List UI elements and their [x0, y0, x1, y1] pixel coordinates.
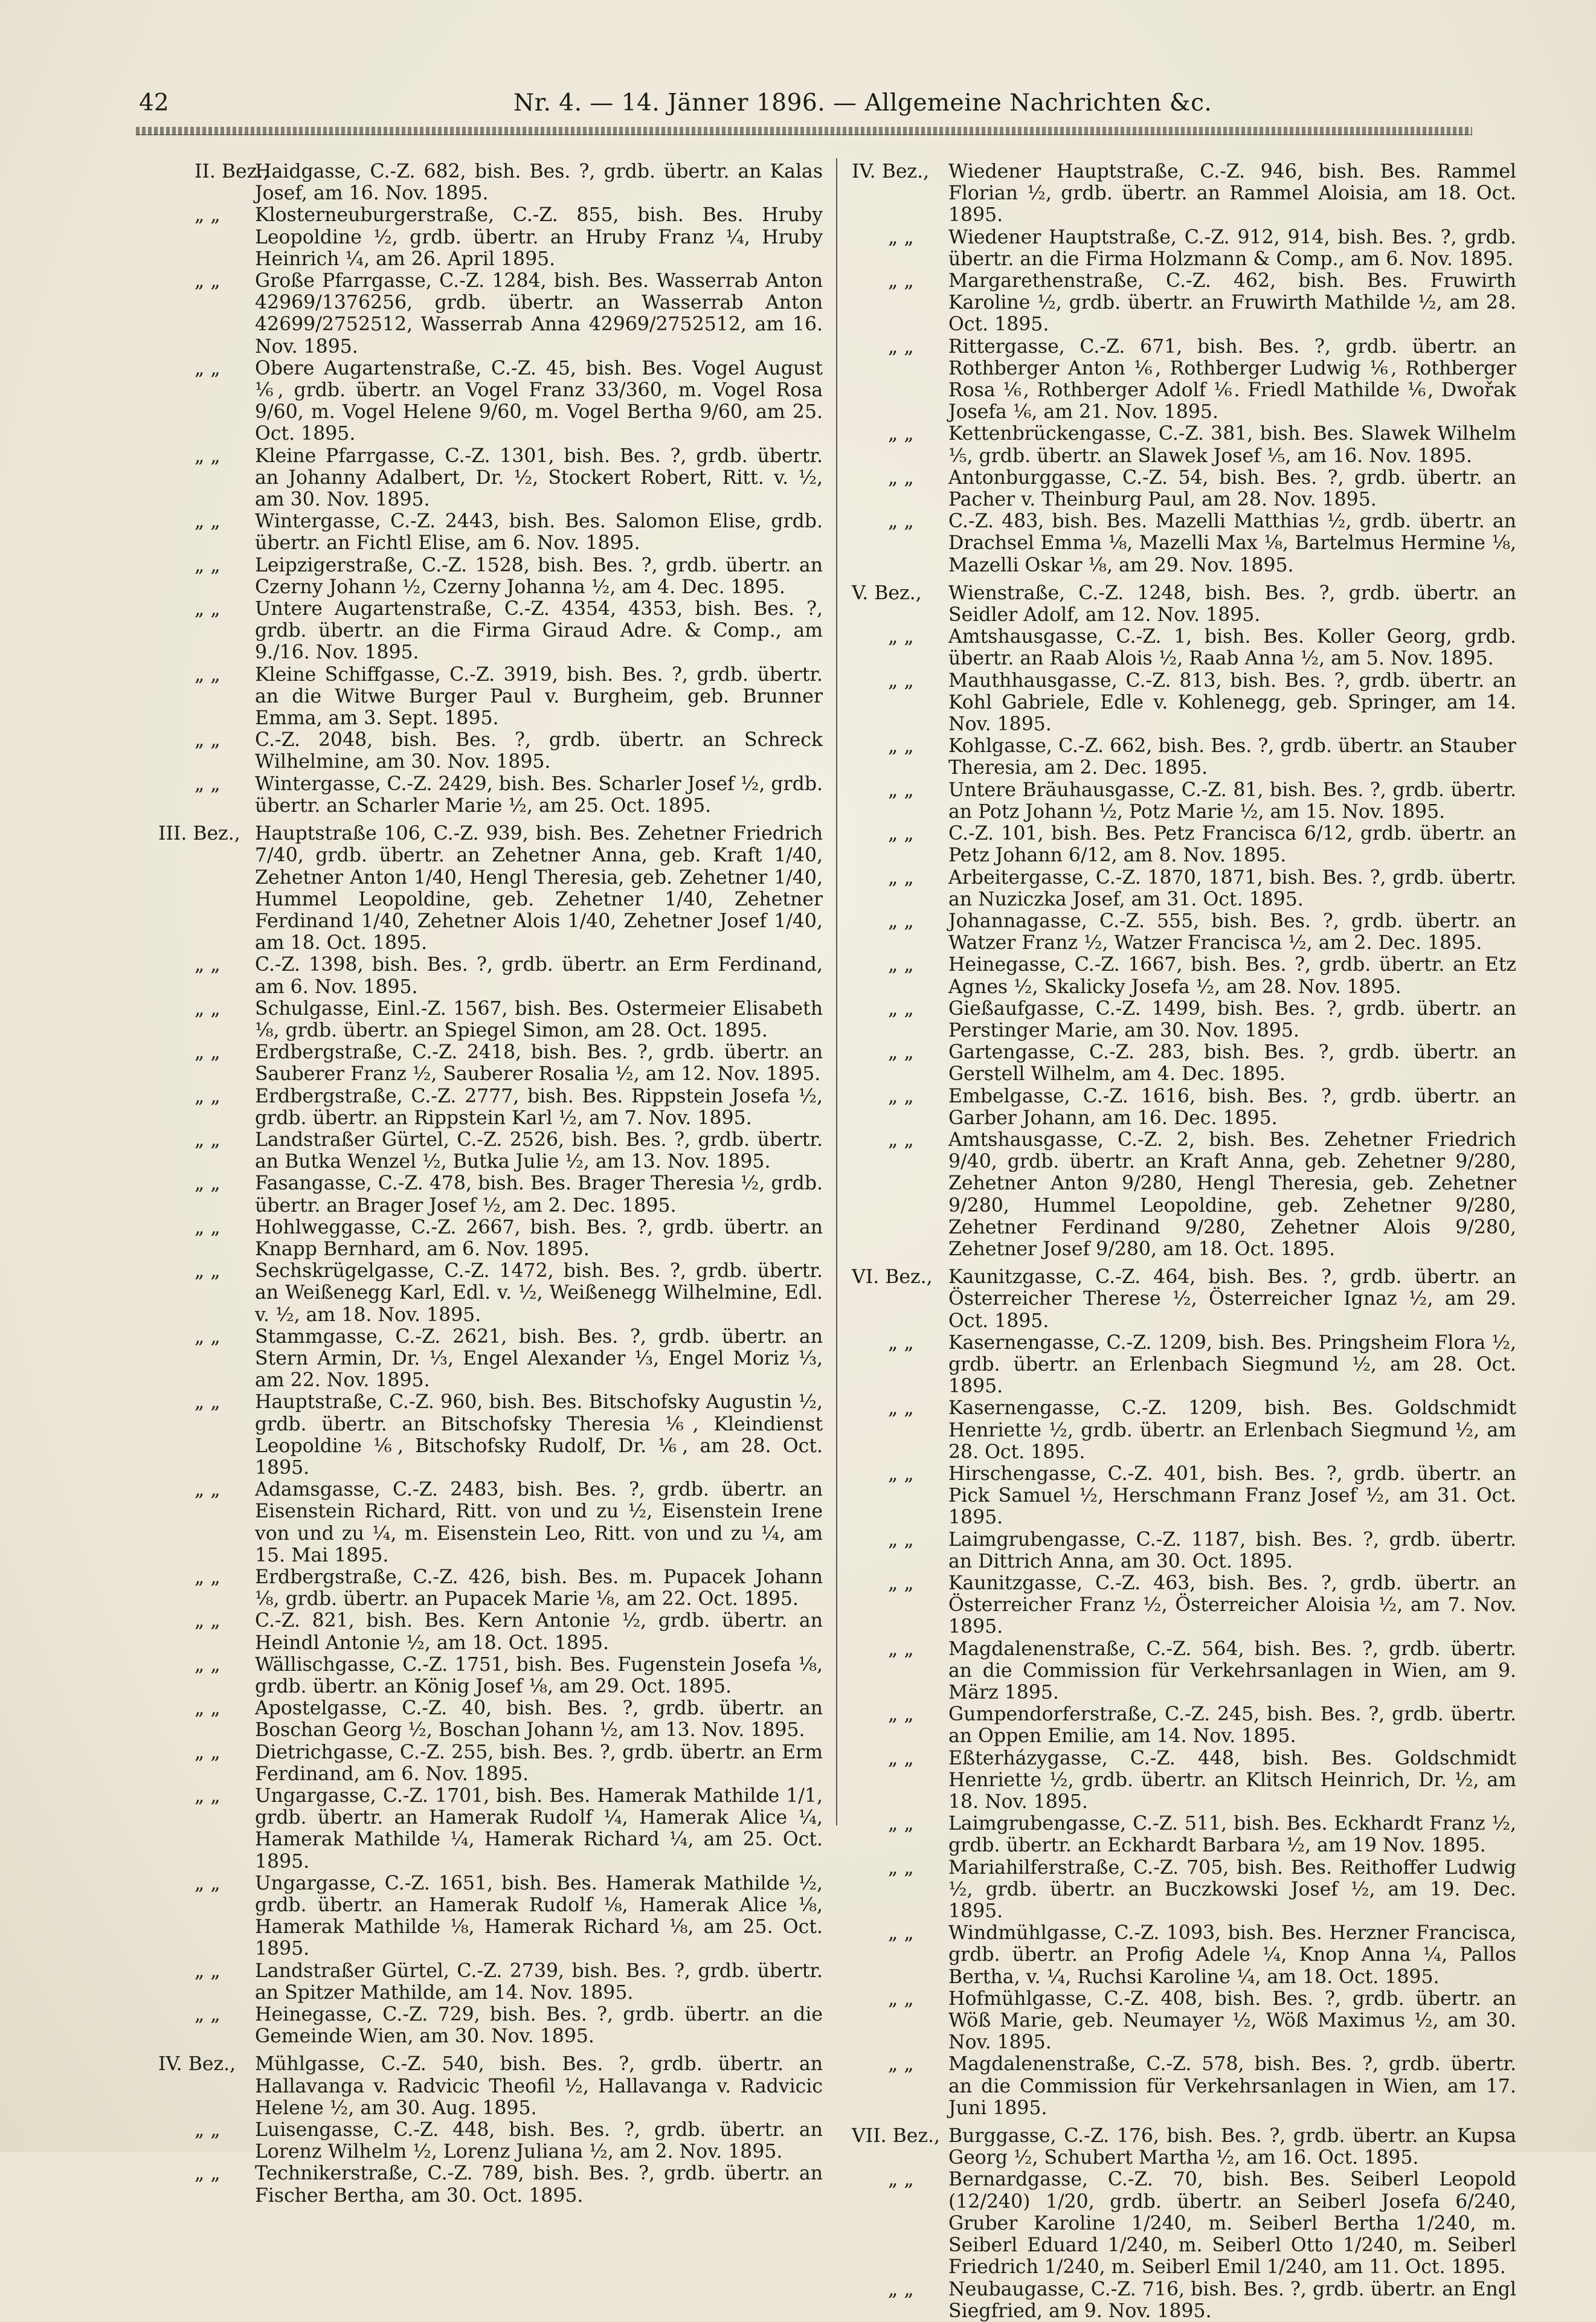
entry-label: „ „	[195, 1172, 220, 1195]
entry-text: Luisengasse, C.-Z. 448, bish. Bes. ?, grdb. übertr. an Lorenz Wilhelm ½, Lorenz Juliana ½, am 2. Nov. 1895.	[255, 2119, 823, 2163]
entry-text: Erdbergstraße, C.-Z. 426, bish. Bes. m. Pupacek Johann ⅛, grdb. übertr. an Pupacek Marie ⅛, am 22. Oct. 1895.	[255, 1566, 823, 1610]
district-entry	[158, 823, 823, 954]
entry-label: „ „	[888, 735, 914, 757]
list-item	[158, 1479, 823, 1566]
entry-text: Johannagasse, C.-Z. 555, bish. Bes. ?, grdb. übertr. an Watzer Franz ½, Watzer Francisca ½, am 2. Dec. 1895.	[948, 910, 1516, 954]
entry-label: „ „	[888, 466, 914, 489]
entry-label: „ „	[195, 1260, 220, 1282]
entry-text: Kleine Pfarrgasse, C.-Z. 1301, bish. Bes. ?, grdb. übertr. an Johanny Adalbert, Dr. ½, Stockert Robert, Ritt. v. ½, am 30. Nov. 1895.	[255, 445, 823, 511]
list-item	[852, 1397, 1516, 1463]
entry-text: Sechskrügelgasse, C.-Z. 1472, bish. Bes. ?, grdb. übertr. an Weißenegg Karl, Edl. v. ½, Weißenegg Wilhelmine, Edl. v. ½, am 18. Nov. 1895.	[255, 1260, 823, 1326]
list-item	[158, 270, 823, 358]
entry-text: Kleine Schiffgasse, C.-Z. 3919, bish. Bes. ?, grdb. übertr. an die Witwe Burger Paul v. Burgheim, geb. Brunner Emma, am 3. Sept. 1895.	[255, 663, 823, 730]
entry-label: „ „	[195, 1960, 220, 1982]
entry-label: „ „	[888, 910, 914, 932]
entry-label: „ „	[195, 1653, 220, 1676]
entry-label: „ „	[888, 1638, 914, 1660]
list-item	[158, 664, 823, 730]
list-item	[852, 423, 1516, 466]
entry-text: Ungargasse, C.-Z. 1651, bish. Bes. Hamerak Mathilde ½, grdb. übertr. an Hamerak Rudolf ⅛, Hamerak Alice ⅛, Hamerak Mathilde ⅛, Hamerak Richard ⅛, am 25. Oct. 1895.	[255, 1872, 823, 1960]
list-item	[158, 1697, 823, 1741]
list-item	[158, 954, 823, 997]
entry-text: C.-Z. 821, bish. Bes. Kern Antonie ½, grdb. übertr. an Heindl Antonie ½, am 18. Oct. 1895.	[255, 1610, 823, 1654]
entry-text: Dietrichgasse, C.-Z. 255, bish. Bes. ?, grdb. übertr. an Erm Ferdinand, am 6. Nov. 1895.	[255, 1741, 823, 1785]
entry-text: Landstraßer Gürtel, C.-Z. 2739, bish. Bes. ?, grdb. übertr. an Spitzer Mathilde, am 14. Nov. 1895.	[255, 1960, 823, 2004]
list-item	[158, 555, 823, 598]
list-item	[852, 2053, 1516, 2119]
list-item	[852, 1857, 1516, 1923]
list-item	[158, 2004, 823, 2047]
entry-label: „ „	[888, 779, 914, 801]
entry-label: IV. Bez.,	[852, 161, 930, 182]
entry-label: „ „	[888, 510, 914, 533]
entry-label: „ „	[195, 554, 220, 576]
entry-label: „ „	[888, 226, 914, 248]
entry-label: VI. Bez.,	[852, 1266, 933, 1288]
entry-label: „ „	[888, 823, 914, 845]
entry-text: Windmühlgasse, C.-Z. 1093, bish. Bes. Herzner Francisca, grdb. übertr. an Profig Adele ¼, Knop Anna ¼, Pallos Bertha, v. ¼, Ruchsi Karoline ¼, am 18. Oct. 1895.	[948, 1922, 1516, 1988]
entry-text: Eßterházygasse, C.-Z. 448, bish. Bes. Goldschmidt Henriette ½, grdb. übertr. an Klitsch Heinrich, Dr. ½, am 18. Nov. 1895.	[948, 1747, 1516, 1813]
entry-text: C.-Z. 1398, bish. Bes. ?, grdb. übertr. an Erm Ferdinand, am 6. Nov. 1895.	[255, 954, 823, 998]
list-item	[852, 336, 1516, 423]
entry-label: „ „	[888, 1922, 914, 1944]
entry-text: Rittergasse, C.-Z. 671, bish. Bes. ?, grdb. übertr. an Rothberger Anton ⅙, Rothberger Ludwig ⅙, Rothberger Rosa ⅙, Rothberger Adolf ⅙. Friedl Mathilde ⅙, Dwořak Josefa ⅙, am 21. Nov. 1895.	[948, 335, 1516, 423]
entry-label: „ „	[888, 423, 914, 445]
entry-label: „ „	[888, 1085, 914, 1107]
list-item	[158, 1391, 823, 1479]
list-item	[852, 910, 1516, 954]
entry-label: „ „	[888, 1747, 914, 1769]
entry-label: „ „	[195, 1128, 220, 1151]
list-item	[852, 1332, 1516, 1398]
entry-label: „ „	[195, 2163, 220, 2185]
list-item	[852, 467, 1516, 510]
list-item	[852, 227, 1516, 270]
list-item	[852, 735, 1516, 779]
entry-text: C.-Z. 2048, bish. Bes. ?, grdb. übertr. an Schreck Wilhelmine, am 30. Nov. 1895.	[255, 729, 823, 773]
list-item	[852, 1041, 1516, 1085]
entry-text: Erdbergstraße, C.-Z. 2777, bish. Bes. Rippstein Josefa ½, grdb. übertr. an Rippstein Karl ½, am 7. Nov. 1895.	[255, 1085, 823, 1129]
entry-label: „ „	[195, 1391, 220, 1413]
district-entry	[852, 582, 1516, 626]
list-item	[158, 1041, 823, 1085]
entry-label: „ „	[888, 1331, 914, 1354]
list-item	[852, 1922, 1516, 1988]
entry-label: „ „	[195, 1216, 220, 1238]
column-divider	[836, 158, 837, 1825]
entry-label: „ „	[195, 1741, 220, 1763]
entry-label: „ „	[888, 1528, 914, 1551]
entry-label: V. Bez.,	[852, 582, 922, 604]
entry-text: Kasernengasse, C.-Z. 1209, bish. Bes. Pringsheim Flora ½, grdb. übertr. an Erlenbach Siegmund ½, am 28. Oct. 1895.	[948, 1331, 1516, 1398]
entry-text: Obere Augartenstraße, C.-Z. 45, bish. Bes. Vogel August ⅙, grdb. übertr. an Vogel Franz 33/360, m. Vogel Rosa 9/60, m. Vogel Helene 9/60, m. Vogel Bertha 9/60, am 25. Oct. 1895.	[255, 357, 823, 445]
entry-label: „ „	[888, 1462, 914, 1485]
list-item	[158, 598, 823, 664]
entry-label: „ „	[195, 204, 220, 227]
entry-text: Neubaugasse, C.-Z. 716, bish. Bes. ?, grdb. übertr. an Engl Siegfried, am 9. Nov. 1895.	[948, 2278, 1516, 2322]
entry-label: „ „	[195, 1697, 220, 1720]
list-item	[158, 1326, 823, 1392]
entry-text: Erdbergstraße, C.-Z. 2418, bish. Bes. ?, grdb. übertr. an Sauberer Franz ½, Sauberer Rosalia ½, am 12. Nov. 1895.	[255, 1041, 823, 1085]
entry-text: Haidgasse, C.-Z. 682, bish. Bes. ?, grdb. übertr. an Kalas Josef, am 16. Nov. 1895.	[255, 161, 823, 205]
list-item	[158, 204, 823, 270]
entry-label: „ „	[888, 626, 914, 648]
list-item	[852, 626, 1516, 669]
entry-text: Gumpendorferstraße, C.-Z. 245, bish. Bes. ?, grdb. übertr. an Oppen Emilie, am 14. Nov. 1895.	[948, 1703, 1516, 1748]
entry-label: III. Bez.,	[158, 823, 240, 845]
page-header	[139, 85, 1475, 133]
entry-label: „ „	[195, 270, 220, 292]
entry-text: Stammgasse, C.-Z. 2621, bish. Bes. ?, grdb. übertr. an Stern Armin, Dr. ⅓, Engel Alexander ⅓, Engel Moriz ⅓, am 22. Nov. 1895.	[255, 1325, 823, 1392]
list-item	[852, 1703, 1516, 1747]
list-item	[852, 867, 1516, 910]
entry-label: „ „	[888, 1703, 914, 1726]
entry-text: Hofmühlgasse, C.-Z. 408, bish. Bes. ?, grdb. übertr. an Wöß Marie, geb. Neumayer ½, Wöß Maximus ½, am 30. Nov. 1895.	[948, 1987, 1516, 2054]
list-item	[158, 729, 823, 773]
entry-label: II. Bez.,	[195, 161, 269, 182]
entry-label: „ „	[888, 954, 914, 976]
entry-text: Kaunitzgasse, C.-Z. 463, bish. Bes. ?, grdb. übertr. an Österreicher Franz ½, Österreicher Aloisia ½, am 7. Nov. 1895.	[948, 1572, 1516, 1638]
entry-text: Gartengasse, C.-Z. 283, bish. Bes. ?, grdb. übertr. an Gerstell Wilhelm, am 4. Dec. 1895.	[948, 1041, 1516, 1085]
entry-text: Fasangasse, C.-Z. 478, bish. Bes. Brager Theresia ½, grdb. übertr. an Brager Josef ½, am 2. Dec. 1895.	[255, 1172, 823, 1217]
entry-label: „ „	[195, 510, 220, 533]
entry-label: „ „	[195, 1325, 220, 1348]
entry-label: „ „	[195, 997, 220, 1020]
entry-label: „ „	[195, 1041, 220, 1064]
entry-label: „ „	[195, 1872, 220, 1894]
list-item	[158, 2163, 823, 2206]
list-item	[158, 161, 823, 204]
entry-label: „ „	[888, 335, 914, 358]
entry-text: Kohlgasse, C.-Z. 662, bish. Bes. ?, grdb. übertr. an Stauber Theresia, am 2. Dec. 1895.	[948, 735, 1516, 779]
list-item	[852, 2279, 1516, 2322]
entry-text: Landstraßer Gürtel, C.-Z. 2526, bish. Bes. ?, grdb. übertr. an Butka Wenzel ½, Butka Julie ½, am 13. Nov. 1895.	[255, 1128, 823, 1173]
entry-text: Margarethenstraße, C.-Z. 462, bish. Bes. Fruwirth Karoline ½, grdb. übertr. an Fruwirth Mathilde ½, am 28. Oct. 1895.	[948, 270, 1516, 336]
district-entry	[852, 161, 1516, 227]
entry-label: „ „	[888, 669, 914, 692]
entry-label: „ „	[888, 1397, 914, 1420]
entry-label: „ „	[195, 1785, 220, 1807]
list-item	[852, 1813, 1516, 1856]
entry-text: Wällischgasse, C.-Z. 1751, bish. Bes. Fugenstein Josefa ⅛, grdb. übertr. an König Josef ⅛, am 29. Oct. 1895.	[255, 1653, 823, 1698]
list-item	[852, 1638, 1516, 1704]
entry-label: „ „	[195, 2119, 220, 2141]
entry-text: Klosterneuburgerstraße, C.-Z. 855, bish. Bes. Hruby Leopoldine ½, grdb. übertr. an Hruby Franz ¼, Hruby Heinrich ¼, am 26. April 1895.	[255, 204, 823, 270]
entry-label: „ „	[888, 997, 914, 1020]
entry-text: Untere Augartenstraße, C.-Z. 4354, 4353, bish. Bes. ?, grdb. übertr. an die Firma Giraud Adre. & Comp., am 9./16. Nov. 1895.	[255, 598, 823, 664]
entry-label: „ „	[195, 598, 220, 620]
entry-label: „ „	[195, 663, 220, 686]
entry-text: Hohlweggasse, C.-Z. 2667, bish. Bes. ?, grdb. übertr. an Knapp Bernhard, am 6. Nov. 1895.	[255, 1216, 823, 1260]
list-item	[158, 1873, 823, 1960]
entry-label: „ „	[195, 445, 220, 467]
entry-label: „ „	[888, 1813, 914, 1835]
entry-text: Bernardgasse, C.-Z. 70, bish. Bes. Seiberl Leopold (12/240) 1/20, grdb. übertr. an Seiberl Josefa 6/240, Gruber Karoline 1/240, m. Seiberl Bertha 1/240, m. Seiberl Eduard 1/240, m. Seiberl Otto 1/240, m. Seiberl Friedrich 1/240, m. Seiberl Emil 1/240, am 11. Oct. 1895.	[948, 2169, 1516, 2279]
list-item	[852, 823, 1516, 866]
entry-text: Mühlgasse, C.-Z. 540, bish. Bes. ?, grdb. übertr. an Hallavanga v. Radvicic Theofil ½, Hallavanga v. Radvicic Helene ½, am 30. Aug. 1895.	[255, 2053, 823, 2119]
entry-text: Wintergasse, C.-Z. 2443, bish. Bes. Salomon Elise, grdb. übertr. an Fichtl Elise, am 6. Nov. 1895.	[255, 510, 823, 555]
entry-text: Hirschengasse, C.-Z. 401, bish. Bes. ?, grdb. übertr. an Pick Samuel ½, Herschmann Franz Josef ½, am 31. Oct. 1895.	[948, 1462, 1516, 1529]
list-item	[852, 510, 1516, 576]
entry-text: C.-Z. 483, bish. Bes. Mazelli Matthias ½, grdb. übertr. an Drachsel Emma ⅛, Mazelli Max ⅛, Bartelmus Hermine ⅛, Mazelli Oskar ⅛, am 29. Nov. 1895.	[948, 510, 1516, 576]
entry-text: Apostelgasse, C.-Z. 40, bish. Bes. ?, grdb. übertr. an Boschan Georg ½, Boschan Johann ½, am 13. Nov. 1895.	[255, 1697, 823, 1742]
entry-text: Hauptstraße, C.-Z. 960, bish. Bes. Bitschofsky Augustin ½, grdb. übertr. an Bitschofsky Theresia ⅙, Kleindienst Leopoldine ⅙, Bitschofsky Rudolf, Dr. ⅙, am 28. Oct. 1895.	[255, 1391, 823, 1479]
entry-text: Wiedener Hauptstraße, C.-Z. 912, 914, bish. Bes. ?, grdb. übertr. an die Firma Holzmann & Comp., am 6. Nov. 1895.	[948, 226, 1516, 270]
entry-label: „ „	[195, 2004, 220, 2026]
list-item	[158, 1960, 823, 2004]
entry-label: „ „	[888, 2278, 914, 2300]
list-item	[158, 998, 823, 1041]
entry-label: „ „	[888, 1572, 914, 1594]
entry-text: Leipzigerstraße, C.-Z. 1528, bish. Bes. ?, grdb. übertr. an Czerny Johann ½, Czerny Johanna ½, am 4. Dec. 1895.	[255, 554, 823, 598]
entry-label: „ „	[888, 270, 914, 292]
list-item	[158, 1785, 823, 1873]
entry-text: Mauthhausgasse, C.-Z. 813, bish. Bes. ?, grdb. übertr. an Kohl Gabriele, Edle v. Kohlenegg, geb. Springer, am 14. Nov. 1895.	[948, 669, 1516, 736]
list-item	[852, 998, 1516, 1041]
entry-text: Burggasse, C.-Z. 176, bish. Bes. ?, grdb. übertr. an Kupsa Georg ½, Schubert Martha ½, am 16. Oct. 1895.	[948, 2125, 1516, 2169]
entry-label: „ „	[888, 2169, 914, 2191]
entry-label: „ „	[195, 773, 220, 795]
entry-text: Schulgasse, Einl.-Z. 1567, bish. Bes. Ostermeier Elisabeth ⅛, grdb. übertr. an Spiegel Simon, am 28. Oct. 1895.	[255, 997, 823, 1041]
entry-label: „ „	[195, 729, 220, 751]
list-item	[158, 1566, 823, 1610]
entry-label: „ „	[195, 1610, 220, 1632]
list-item	[158, 1085, 823, 1129]
list-item	[852, 1129, 1516, 1260]
list-item	[158, 1742, 823, 1785]
list-item	[852, 670, 1516, 736]
entry-label: „ „	[888, 1128, 914, 1151]
running-title: Nr. 4. — 14. Jänner 1896. — Allgemeine Nachrichten &c.	[513, 89, 1212, 117]
list-item	[158, 1260, 823, 1326]
entry-text: Technikerstraße, C.-Z. 789, bish. Bes. ?, grdb. übertr. an Fischer Bertha, am 30. Oct. 1895.	[255, 2163, 823, 2207]
entry-text: Kettenbrückengasse, C.-Z. 381, bish. Bes. Slawek Wilhelm ⅕, grdb. übertr. an Slawek Josef ⅕, am 16. Nov. 1895.	[948, 423, 1516, 467]
district-entry	[158, 2053, 823, 2119]
entry-text: Wintergasse, C.-Z. 2429, bish. Bes. Scharler Josef ½, grdb. übertr. an Scharler Marie ½, am 25. Oct. 1895.	[255, 773, 823, 817]
list-item	[852, 1463, 1516, 1529]
entry-label: „ „	[195, 1085, 220, 1107]
entry-text: Große Pfarrgasse, C.-Z. 1284, bish. Bes. Wasserrab Anton 42969/1376256, grdb. übertr. an Wasserrab Anton 42699/2752512, Wasserrab Anna 42969/2752512, am 16. Nov. 1895.	[255, 270, 823, 358]
entry-text: Wiedener Hauptstraße, C.-Z. 946, bish. Bes. Rammel Florian ½, grdb. übertr. an Rammel Aloisia, am 18. Oct. 1895.	[948, 161, 1516, 227]
list-item	[158, 1654, 823, 1697]
entry-text: Wienstraße, C.-Z. 1248, bish. Bes. ?, grdb. übertr. an Seidler Adolf, am 12. Nov. 1895.	[948, 582, 1516, 626]
entry-text: Heinegasse, C.-Z. 1667, bish. Bes. ?, grdb. übertr. an Etz Agnes ½, Skalicky Josefa ½, am 28. Nov. 1895.	[948, 954, 1516, 998]
entry-text: Mariahilferstraße, C.-Z. 705, bish. Bes. Reithoffer Ludwig ½, grdb. übertr. an Buczkowski Josef ½, am 19. Dec. 1895.	[948, 1856, 1516, 1923]
list-item	[158, 773, 823, 817]
entry-text: Untere Bräuhausgasse, C.-Z. 81, bish. Bes. ?, grdb. übertr. an Potz Johann ½, Potz Marie ½, am 15. Nov. 1895.	[948, 779, 1516, 823]
entry-text: Gießaufgasse, C.-Z. 1499, bish. Bes. ?, grdb. übertr. an Perstinger Marie, am 30. Nov. 1895.	[948, 997, 1516, 1041]
entry-text: Magdalenenstraße, C.-Z. 578, bish. Bes. ?, grdb. übertr. an die Commission für Verkehrsanlagen in Wien, am 17. Juni 1895.	[948, 2053, 1516, 2119]
entry-text: C.-Z. 101, bish. Bes. Petz Francisca 6/12, grdb. übertr. an Petz Johann 6/12, am 8. Nov. 1895.	[948, 823, 1516, 867]
entry-text: Laimgrubengasse, C.-Z. 1187, bish. Bes. ?, grdb. übertr. an Dittrich Anna, am 30. Oct. 1895.	[948, 1528, 1516, 1572]
list-item	[852, 1529, 1516, 1572]
right-column	[852, 161, 1516, 2322]
list-item	[158, 1217, 823, 1260]
entry-text: Ungargasse, C.-Z. 1701, bish. Bes. Hamerak Mathilde 1/1, grdb. übertr. an Hamerak Rudolf ¼, Hamerak Alice ¼, Hamerak Mathilde ¼, Hamerak Richard ¼, am 25. Oct. 1895.	[255, 1785, 823, 1873]
list-item	[852, 1748, 1516, 1813]
entry-label: „ „	[888, 1041, 914, 1064]
entry-label: VII. Bez.,	[852, 2125, 941, 2147]
entry-label: „ „	[888, 866, 914, 889]
entry-label: „ „	[888, 2053, 914, 2076]
entry-label: IV. Bez.,	[158, 2053, 236, 2076]
header-rule	[136, 134, 1472, 135]
entry-text: Magdalenenstraße, C.-Z. 564, bish. Bes. ?, grdb. übertr. an die Commission für Verkehrsanlagen in Wien, am 9. März 1895.	[948, 1638, 1516, 1704]
entry-label: „ „	[195, 954, 220, 976]
list-item	[158, 445, 823, 511]
list-item	[158, 1610, 823, 1653]
list-item	[158, 1172, 823, 1216]
page-number: 42	[139, 89, 169, 117]
district-entry	[852, 2125, 1516, 2169]
entry-label: „ „	[195, 1566, 220, 1588]
list-item	[852, 1572, 1516, 1638]
list-item	[852, 2169, 1516, 2278]
list-item	[852, 1085, 1516, 1129]
entry-text: Kaunitzgasse, C.-Z. 464, bish. Bes. ?, grdb. übertr. an Österreicher Therese ½, Österreicher Ignaz ½, am 29. Oct. 1895.	[948, 1266, 1516, 1332]
entry-label: „ „	[888, 1856, 914, 1879]
entry-text: Embelgasse, C.-Z. 1616, bish. Bes. ?, grdb. übertr. an Garber Johann, am 16. Dec. 1895.	[948, 1085, 1516, 1129]
entry-text: Amtshausgasse, C.-Z. 2, bish. Bes. Zehetner Friedrich 9/40, grdb. übertr. an Kraft Anna, geb. Zehetner 9/280, Zehetner Anton 9/280, Hengl Theresia, geb. Zehetner 9/280, Hummel Leopoldine, geb. Zehetner 9/280, Zehetner Ferdinand 9/280, Zehetner Alois 9/280, Zehetner Josef 9/280, am 18. Oct. 1895.	[948, 1128, 1516, 1260]
list-item	[158, 2119, 823, 2163]
entry-text: Amtshausgasse, C.-Z. 1, bish. Bes. Koller Georg, grdb. übertr. an Raab Alois ½, Raab Anna ½, am 5. Nov. 1895.	[948, 626, 1516, 670]
entry-text: Antonburggasse, C.-Z. 54, bish. Bes. ?, grdb. übertr. an Pacher v. Theinburg Paul, am 28. Nov. 1895.	[948, 466, 1516, 511]
list-item	[852, 779, 1516, 823]
list-item	[852, 1988, 1516, 2054]
entry-label: „ „	[195, 357, 220, 379]
entry-label: „ „	[195, 1479, 220, 1501]
list-item	[158, 1129, 823, 1172]
entry-text: Arbeitergasse, C.-Z. 1870, 1871, bish. Bes. ?, grdb. übertr. an Nuziczka Josef, am 31. Oct. 1895.	[948, 866, 1516, 910]
list-item	[158, 510, 823, 554]
entry-text: Laimgrubengasse, C.-Z. 511, bish. Bes. Eckhardt Franz ½, grdb. übertr. an Eckhardt Barbara ½, am 19 Nov. 1895.	[948, 1813, 1516, 1857]
list-item	[158, 358, 823, 445]
entry-text: Heinegasse, C.-Z. 729, bish. Bes. ?, grdb. übertr. an die Gemeinde Wien, am 30. Nov. 1895.	[255, 2004, 823, 2048]
entry-label: „ „	[888, 1987, 914, 2010]
list-item	[852, 270, 1516, 336]
entry-text: Hauptstraße 106, C.-Z. 939, bish. Bes. Zehetner Friedrich 7/40, grdb. übertr. an Zehetner Anna, geb. Kraft 1/40, Zehetner Anton 1/40, Hengl Theresia, geb. Zehetner 1/40, Hummel Leopoldine, geb. Zehetner 1/40, Zehetner Ferdinand 1/40, Zehetner Alois 1/40, Zehetner Josef 1/40, am 18. Oct. 1895.	[255, 823, 823, 954]
entry-text: Adamsgasse, C.-Z. 2483, bish. Bes. ?, grdb. übertr. an Eisenstein Richard, Ritt. von und zu ½, Eisenstein Irene von und zu ¼, m. Eisenstein Leo, Ritt. von und zu ¼, am 15. Mai 1895.	[255, 1479, 823, 1566]
list-item	[852, 954, 1516, 997]
district-entry	[852, 1266, 1516, 1332]
left-column	[158, 161, 823, 2207]
entry-text: Kasernengasse, C.-Z. 1209, bish. Bes. Goldschmidt Henriette ½, grdb. übertr. an Erlenbach Siegmund ½, am 28. Oct. 1895.	[948, 1397, 1516, 1463]
